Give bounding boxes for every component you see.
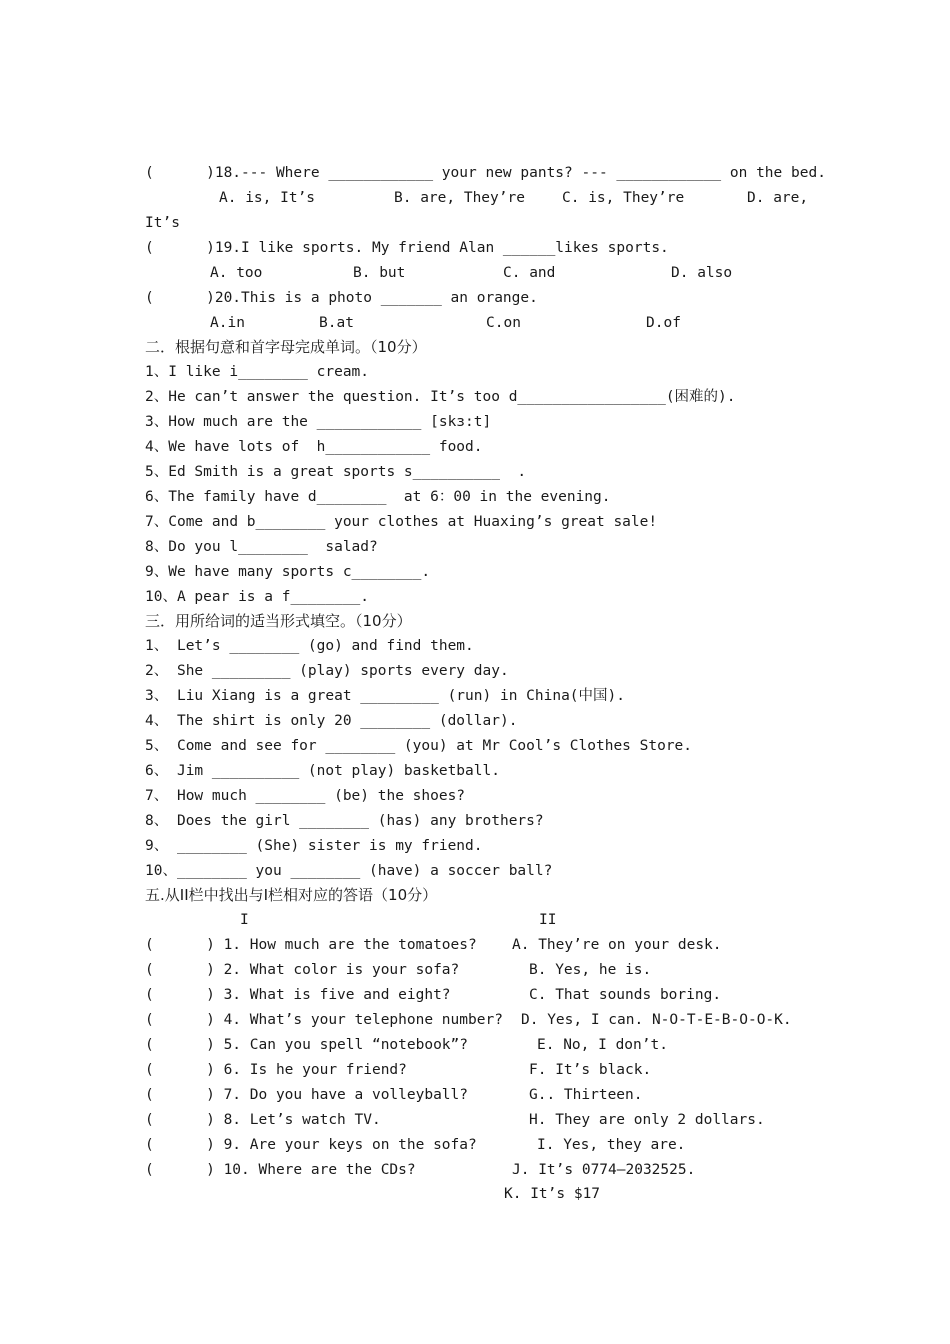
answer-item: I. Yes, they are.	[537, 1137, 686, 1153]
section-2-item: 6、The family have d________ at 6：00 in the evening.	[145, 489, 611, 505]
answer-item: K. It’s $17	[504, 1186, 601, 1202]
question-item: ( ) 9. Are your keys on the sofa?	[145, 1137, 477, 1153]
answer-item: G.. Thirteen.	[529, 1087, 643, 1103]
mc-20-stem: ( )20.This is a photo _______ an orange.	[145, 290, 538, 306]
section-3-title: 三．用所给词的适当形式填空。（10分）	[145, 612, 412, 630]
section-3-item: 8、 Does the girl ________ (has) any brothers?	[145, 813, 544, 829]
section-5-title: 五.从II栏中找出与I栏相对应的答语（10分）	[145, 886, 438, 904]
section-3-item: 1、 Let’s ________ (go) and find them.	[145, 638, 474, 654]
answer-item: H. They are only 2 dollars.	[529, 1112, 765, 1128]
mc-20-option-b: B.at	[319, 315, 354, 331]
mc-19-option-a: A. too	[210, 265, 263, 281]
section-2-item: 4、We have lots of h____________ food.	[145, 439, 483, 455]
answer-item: C. That sounds boring.	[529, 987, 722, 1003]
answer-item: F. It’s black.	[529, 1062, 652, 1078]
mc-18-stem: ( )18.--- Where ____________ your new pants? --- ____________ on the bed.	[145, 165, 826, 181]
section-3-item: 3、 Liu Xiang is a great _________ (run) in China(中国).	[145, 688, 625, 704]
section-2-item: 10、A pear is a f________.	[145, 589, 370, 605]
mc-18-option-c: C. is, They’re	[562, 190, 685, 206]
mc-20-option-a: A.in	[210, 315, 245, 331]
answer-item: D. Yes, I can. N-O-T-E-B-O-O-K.	[521, 1012, 792, 1028]
section-3-item: 10、________ you ________ (have) a soccer ball?	[145, 863, 553, 879]
mc-19-stem: ( )19.I like sports. My friend Alan ______likes sports.	[145, 240, 669, 256]
column-ii-header: II	[539, 912, 557, 928]
section-2-title: 二．根据句意和首字母完成单词。（10分）	[145, 338, 427, 356]
mc-18-option-a: A. is, It’s	[219, 190, 316, 206]
question-item: ( ) 5. Can you spell “notebook”?	[145, 1037, 469, 1053]
mc-18-option-b: B. are, They’re	[394, 190, 525, 206]
mc-19-option-b: B. but	[353, 265, 406, 281]
answer-item: B. Yes, he is.	[529, 962, 652, 978]
answer-item: E. No, I don’t.	[537, 1037, 668, 1053]
question-item: ( ) 7. Do you have a volleyball?	[145, 1087, 469, 1103]
section-3-item: 2、 She _________ (play) sports every day.	[145, 663, 509, 679]
section-3-item: 9、 ________ (She) sister is my friend.	[145, 838, 483, 854]
section-3-item: 6、 Jim __________ (not play) basketball.	[145, 763, 500, 779]
question-item: ( ) 3. What is five and eight?	[145, 987, 451, 1003]
answer-item: J. It’s 0774—2032525.	[512, 1162, 696, 1178]
mc-18-option-d-wrap: It’s	[145, 215, 180, 231]
section-2-item: 1、I like i________ cream.	[145, 364, 370, 380]
section-3-item: 5、 Come and see for ________ (you) at Mr Cool’s Clothes Store.	[145, 738, 693, 754]
question-item: ( ) 2. What color is your sofa?	[145, 962, 460, 978]
column-i-header: I	[240, 912, 249, 928]
section-2-item: 5、Ed Smith is a great sports s__________ .	[145, 464, 527, 480]
section-2-item: 3、How much are the ____________ [skɜ:t]	[145, 414, 492, 430]
section-3-item: 7、 How much ________ (be) the shoes?	[145, 788, 466, 804]
section-2-item: 9、We have many sports c________.	[145, 564, 431, 580]
section-3-item: 4、 The shirt is only 20 ________ (dollar).	[145, 713, 518, 729]
mc-19-option-d: D. also	[671, 265, 733, 281]
question-item: ( ) 6. Is he your friend?	[145, 1062, 407, 1078]
question-item: ( ) 4. What’s your telephone number?	[145, 1012, 503, 1028]
question-item: ( ) 1. How much are the tomatoes?	[145, 937, 477, 953]
question-item: ( ) 8. Let’s watch TV.	[145, 1112, 381, 1128]
mc-18-option-d: D. are,	[747, 190, 809, 206]
mc-20-option-d: D.of	[646, 315, 681, 331]
section-2-item: 8、Do you l________ salad?	[145, 539, 378, 555]
mc-20-option-c: C.on	[486, 315, 521, 331]
answer-item: A. They’re on your desk.	[512, 937, 722, 953]
mc-19-option-c: C. and	[503, 265, 556, 281]
question-item: ( ) 10. Where are the CDs?	[145, 1162, 416, 1178]
section-2-item: 2、He can’t answer the question. It’s too d_________________(困难的).	[145, 389, 736, 405]
section-2-item: 7、Come and b________ your clothes at Huaxing’s great sale!	[145, 514, 658, 530]
